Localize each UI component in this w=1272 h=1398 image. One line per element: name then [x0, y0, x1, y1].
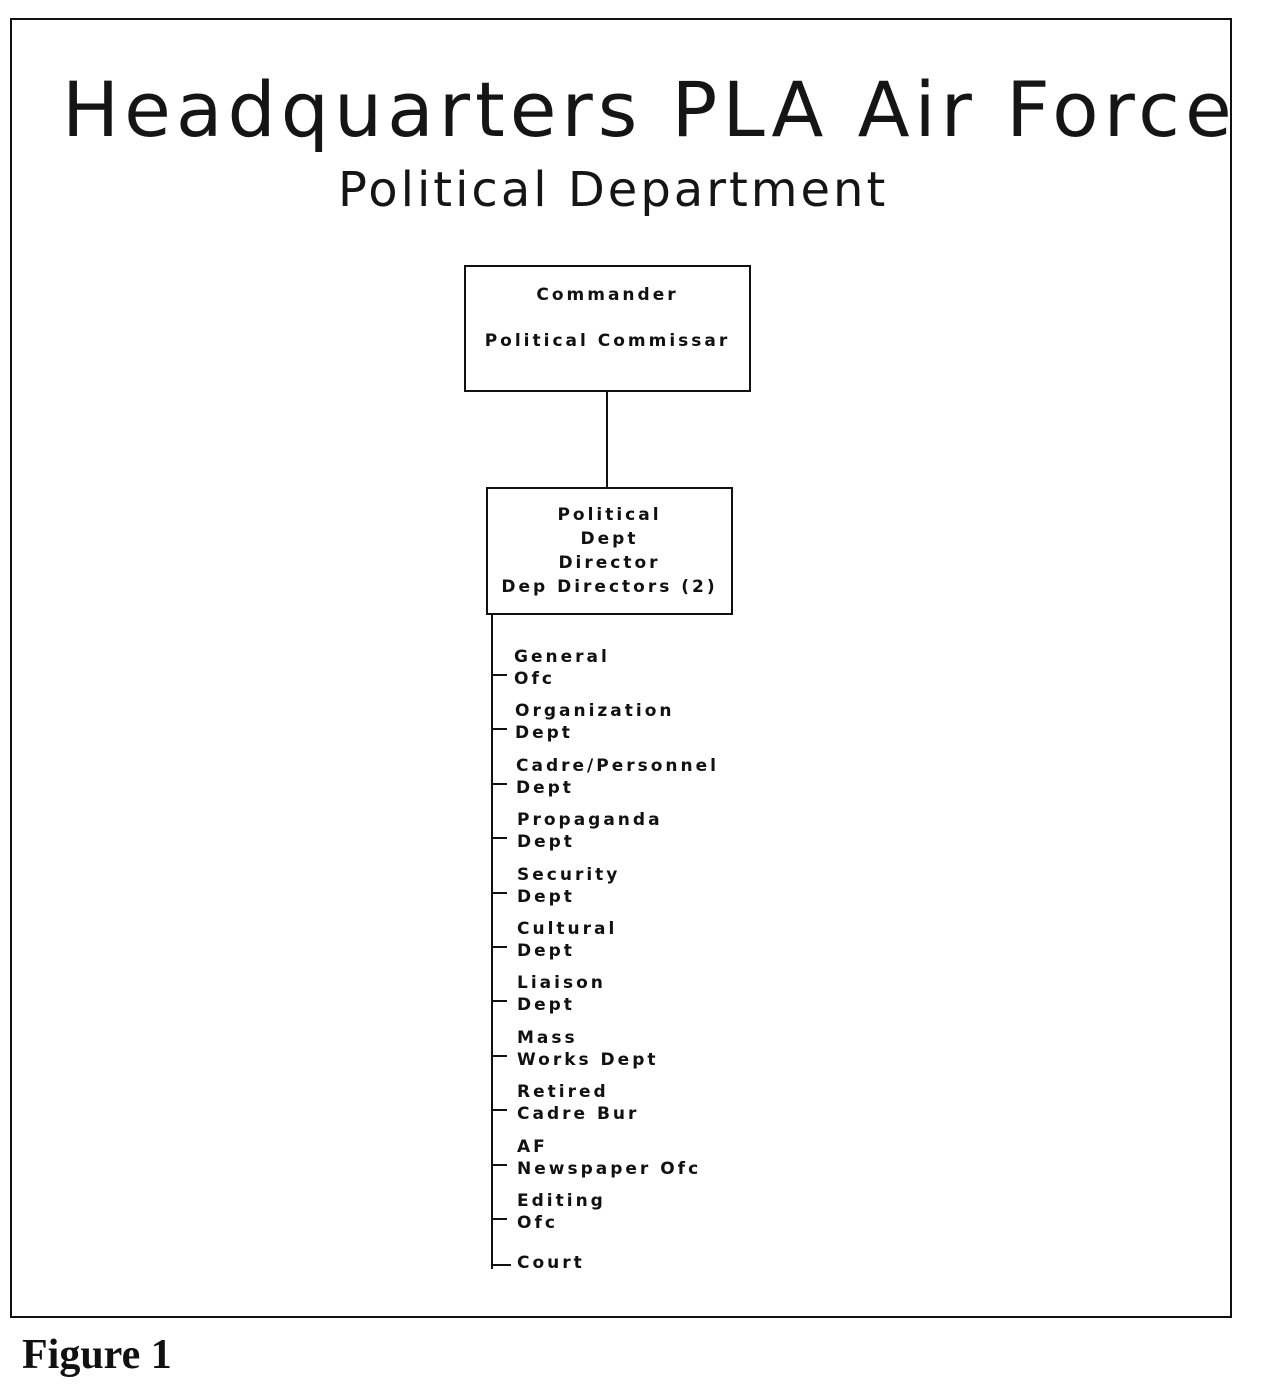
department-branch-line [491, 728, 507, 730]
department-item [517, 1081, 639, 1125]
department-name-line: Newspaper Ofc [517, 1159, 702, 1179]
department-branch-line [491, 783, 507, 785]
director-box-line: Dep Directors (2) [501, 577, 718, 597]
figure-label: Figure 1 [22, 1332, 172, 1378]
department-name-line: Ofc [517, 1213, 558, 1233]
department-branch-line [491, 1164, 507, 1166]
department-branch-line [491, 1218, 507, 1220]
department-name-line: Liaison [517, 973, 606, 993]
department-branch-line [491, 1000, 507, 1002]
department-name-line: Cadre/Personnel [516, 756, 719, 776]
department-item [517, 972, 606, 1016]
department-item [517, 864, 620, 908]
department-name-line: Dept [517, 832, 575, 852]
department-branch-line [491, 1264, 511, 1266]
department-name-line: Editing [517, 1191, 606, 1211]
director-box-line: Political [557, 505, 662, 525]
department-branch-line [491, 892, 507, 894]
department-name-line: Ofc [514, 669, 555, 689]
department-name-line: Organization [515, 701, 675, 721]
department-branch-line [491, 1055, 507, 1057]
commander-connector-line [606, 392, 608, 487]
department-name-line: General [514, 647, 610, 667]
department-branch-line [491, 946, 507, 948]
department-name-line: Dept [515, 723, 573, 743]
department-name-line: Retired [517, 1082, 609, 1102]
department-item [516, 755, 719, 799]
department-item [517, 809, 663, 853]
department-item [517, 1027, 659, 1071]
department-name-line: Dept [517, 995, 575, 1015]
commander-label: Commander [536, 285, 679, 305]
department-trunk-line [491, 615, 493, 1269]
department-item [515, 700, 675, 744]
director-box-line: Dept [580, 529, 639, 549]
department-name-line: Court [517, 1253, 585, 1273]
department-name-line: Dept [517, 887, 575, 907]
diagram-subtitle: Political Department [338, 162, 889, 218]
department-name-line: Works Dept [517, 1050, 659, 1070]
department-name-line: Security [517, 865, 621, 885]
political-director-box [486, 487, 733, 615]
commander-box [464, 265, 751, 392]
department-item [517, 1252, 585, 1274]
department-name-line: Cultural [517, 919, 618, 939]
director-box-line: Director [558, 553, 661, 573]
department-branch-line [491, 837, 507, 839]
department-item [517, 1136, 701, 1180]
department-item [517, 1190, 606, 1234]
department-name-line: AF [517, 1137, 548, 1157]
diagram-title: Headquarters PLA Air Force [62, 65, 1237, 154]
department-name-line: Mass [517, 1028, 578, 1048]
political-commissar-label: Political Commissar [484, 331, 731, 351]
department-name-line: Dept [516, 778, 574, 798]
department-name-line: Cadre Bur [517, 1104, 640, 1124]
department-branch-line [491, 1109, 507, 1111]
department-item [514, 646, 610, 690]
department-name-line: Propaganda [517, 810, 663, 830]
department-name-line: Dept [517, 941, 575, 961]
department-branch-line [491, 674, 507, 676]
department-item [517, 918, 617, 962]
